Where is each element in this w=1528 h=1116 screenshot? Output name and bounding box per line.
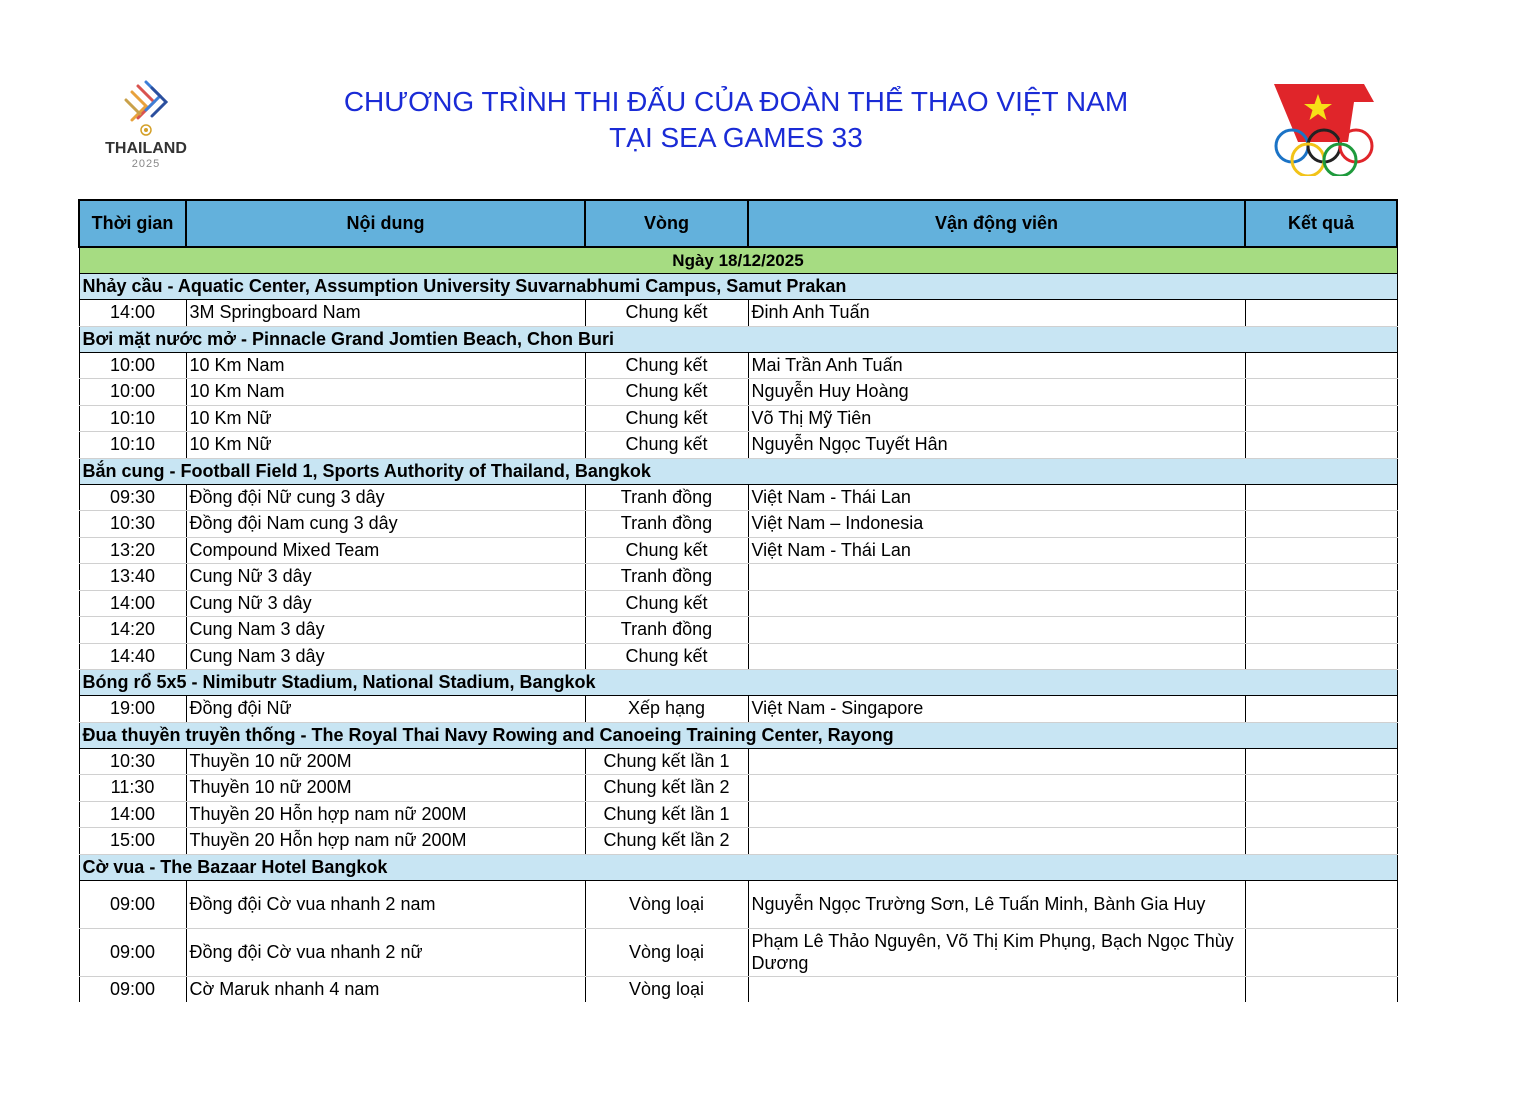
cell-athlete: Nguyễn Ngọc Trường Sơn, Lê Tuấn Minh, Bành Gia Huy <box>748 880 1245 928</box>
cell-round: Vòng loại <box>585 928 748 976</box>
cell-athlete <box>748 976 1245 1002</box>
cell-result <box>1245 828 1397 855</box>
cell-time: 09:30 <box>79 484 186 511</box>
cell-event: 10 Km Nữ <box>186 405 585 432</box>
cell-result <box>1245 880 1397 928</box>
title-line-1: CHƯƠNG TRÌNH THI ĐẤU CỦA ĐOÀN THỂ THAO VIỆT NAM <box>343 86 1129 117</box>
cell-athlete: Mai Trần Anh Tuấn <box>748 352 1245 379</box>
column-header-event: Nội dung <box>186 200 585 247</box>
table-row <box>79 484 1397 511</box>
table-row <box>79 928 1397 976</box>
cell-event: Đồng đội Nữ cung 3 dây <box>186 484 585 511</box>
cell-event: Cung Nữ 3 dây <box>186 564 585 591</box>
cell-event: Đồng đội Cờ vua nhanh 2 nam <box>186 880 585 928</box>
cell-athlete: Nguyễn Huy Hoàng <box>748 379 1245 406</box>
cell-round: Tranh đồng <box>585 564 748 591</box>
cell-athlete: Việt Nam - Thái Lan <box>748 537 1245 564</box>
cell-event: Thuyền 20 Hỗn hợp nam nữ 200M <box>186 828 585 855</box>
cell-event: Thuyền 10 nữ 200M <box>186 748 585 775</box>
cell-athlete: Việt Nam - Singapore <box>748 696 1245 723</box>
cell-athlete <box>748 828 1245 855</box>
cell-time: 10:00 <box>79 352 186 379</box>
cell-result <box>1245 643 1397 670</box>
column-header-round: Vòng <box>585 200 748 247</box>
cell-event: Compound Mixed Team <box>186 537 585 564</box>
cell-result <box>1245 976 1397 1002</box>
column-header-athlete: Vận động viên <box>748 200 1245 247</box>
cell-event: Cung Nam 3 dây <box>186 643 585 670</box>
cell-event: 3M Springboard Nam <box>186 300 585 327</box>
cell-time: 10:00 <box>79 379 186 406</box>
date-label: Ngày 18/12/2025 <box>79 247 1397 274</box>
cell-athlete: Võ Thị Mỹ Tiên <box>748 405 1245 432</box>
table-row <box>79 801 1397 828</box>
table-row <box>79 432 1397 459</box>
cell-athlete: Việt Nam - Thái Lan <box>748 484 1245 511</box>
cell-round: Chung kết <box>585 379 748 406</box>
table-row <box>79 643 1397 670</box>
cell-result <box>1245 432 1397 459</box>
cell-time: 19:00 <box>79 696 186 723</box>
cell-result <box>1245 300 1397 327</box>
table-row <box>79 748 1397 775</box>
cell-round: Vòng loại <box>585 880 748 928</box>
section-row <box>79 326 1397 352</box>
cell-round: Chung kết <box>585 643 748 670</box>
cell-round: Chung kết <box>585 537 748 564</box>
section-title: Nhảy cầu - Aquatic Center, Assumption University Suvarnabhumi Campus, Samut Prakan <box>79 274 1397 300</box>
cell-time: 15:00 <box>79 828 186 855</box>
cell-time: 10:30 <box>79 748 186 775</box>
thailand-2025-logo <box>96 78 196 174</box>
table-row <box>79 590 1397 617</box>
logo-year-text: 2025 <box>131 158 161 170</box>
cell-result <box>1245 590 1397 617</box>
cell-athlete: Phạm Lê Thảo Nguyên, Võ Thị Kim Phụng, Bạch Ngọc Thùy Dương <box>748 928 1245 976</box>
cell-round: Xếp hạng <box>585 696 748 723</box>
cell-event: 10 Km Nam <box>186 379 585 406</box>
cell-event: Đồng đội Cờ vua nhanh 2 nữ <box>186 928 585 976</box>
cell-time: 14:00 <box>79 590 186 617</box>
cell-time: 10:10 <box>79 432 186 459</box>
cell-result <box>1245 352 1397 379</box>
cell-round: Vòng loại <box>585 976 748 1002</box>
cell-result <box>1245 405 1397 432</box>
vietnam-flag-olympic-rings-icon <box>1268 80 1380 176</box>
cell-event: Cung Nữ 3 dây <box>186 590 585 617</box>
section-title: Bắn cung - Football Field 1, Sports Authority of Thailand, Bangkok <box>79 458 1397 484</box>
section-title: Bơi mặt nước mở - Pinnacle Grand Jomtien Beach, Chon Buri <box>79 326 1397 352</box>
cell-round: Chung kết <box>585 590 748 617</box>
cell-round: Chung kết <box>585 432 748 459</box>
table-row <box>79 828 1397 855</box>
cell-result <box>1245 928 1397 976</box>
cell-event: Cung Nam 3 dây <box>186 617 585 644</box>
cell-round: Chung kết <box>585 300 748 327</box>
table-row <box>79 696 1397 723</box>
cell-time: 11:30 <box>79 775 186 802</box>
table-row <box>79 880 1397 928</box>
table-row <box>79 352 1397 379</box>
cell-time: 09:00 <box>79 880 186 928</box>
cell-result <box>1245 511 1397 538</box>
cell-round: Chung kết lần 2 <box>585 828 748 855</box>
cell-event: 10 Km Nữ <box>186 432 585 459</box>
section-row <box>79 854 1397 880</box>
sea-games-emblem-icon <box>96 78 196 142</box>
cell-athlete: Đinh Anh Tuấn <box>748 300 1245 327</box>
cell-athlete: Nguyễn Ngọc Tuyết Hân <box>748 432 1245 459</box>
cell-time: 09:00 <box>79 928 186 976</box>
cell-time: 10:10 <box>79 405 186 432</box>
cell-athlete <box>748 590 1245 617</box>
cell-time: 13:20 <box>79 537 186 564</box>
cell-time: 09:00 <box>79 976 186 1002</box>
cell-athlete <box>748 801 1245 828</box>
cell-round: Tranh đồng <box>585 484 748 511</box>
cell-result <box>1245 564 1397 591</box>
section-title: Bóng rổ 5x5 - Nimibutr Stadium, National Stadium, Bangkok <box>79 670 1397 696</box>
cell-event: Thuyền 20 Hỗn hợp nam nữ 200M <box>186 801 585 828</box>
cell-result <box>1245 537 1397 564</box>
section-row <box>79 722 1397 748</box>
table-row <box>79 775 1397 802</box>
section-title: Cờ vua - The Bazaar Hotel Bangkok <box>79 854 1397 880</box>
table-row <box>79 405 1397 432</box>
cell-athlete <box>748 748 1245 775</box>
cell-event: 10 Km Nam <box>186 352 585 379</box>
table-row <box>79 511 1397 538</box>
cell-round: Chung kết <box>585 405 748 432</box>
cell-result <box>1245 617 1397 644</box>
cell-result <box>1245 748 1397 775</box>
cell-round: Chung kết lần 1 <box>585 748 748 775</box>
cell-athlete <box>748 564 1245 591</box>
cell-round: Chung kết lần 1 <box>585 801 748 828</box>
cell-time: 13:40 <box>79 564 186 591</box>
cell-round: Chung kết <box>585 352 748 379</box>
title-line-2: TẠI SEA GAMES 33 <box>609 122 863 153</box>
cell-round: Tranh đồng <box>585 511 748 538</box>
table-row <box>79 976 1397 1002</box>
cell-time: 14:00 <box>79 300 186 327</box>
section-row <box>79 274 1397 300</box>
cell-result <box>1245 696 1397 723</box>
logo-brand-text: THAILAND <box>105 140 187 157</box>
section-row <box>79 458 1397 484</box>
cell-time: 14:00 <box>79 801 186 828</box>
cell-athlete: Việt Nam – Indonesia <box>748 511 1245 538</box>
table-header-row <box>79 200 1397 247</box>
cell-time: 14:20 <box>79 617 186 644</box>
cell-event: Thuyền 10 nữ 200M <box>186 775 585 802</box>
schedule-table <box>78 199 1398 1002</box>
table-row <box>79 617 1397 644</box>
table-row <box>79 379 1397 406</box>
column-header-result: Kết quả <box>1245 200 1397 247</box>
cell-result <box>1245 379 1397 406</box>
vietnam-olympic-logo <box>1268 80 1380 176</box>
table-row <box>79 564 1397 591</box>
cell-athlete <box>748 617 1245 644</box>
cell-time: 14:40 <box>79 643 186 670</box>
cell-result <box>1245 775 1397 802</box>
cell-event: Cờ Maruk nhanh 4 nam <box>186 976 585 1002</box>
cell-time: 10:30 <box>79 511 186 538</box>
cell-round: Chung kết lần 2 <box>585 775 748 802</box>
cell-result <box>1245 801 1397 828</box>
table-row <box>79 537 1397 564</box>
cell-event: Đồng đội Nam cung 3 dây <box>186 511 585 538</box>
page-title <box>230 84 1242 156</box>
cell-round: Tranh đồng <box>585 617 748 644</box>
cell-result <box>1245 484 1397 511</box>
table-row <box>79 300 1397 327</box>
cell-event: Đồng đội Nữ <box>186 696 585 723</box>
section-title: Đua thuyền truyền thống - The Royal Thai Navy Rowing and Canoeing Training Center, Rayong <box>79 722 1397 748</box>
cell-athlete <box>748 643 1245 670</box>
date-row <box>79 247 1397 274</box>
cell-athlete <box>748 775 1245 802</box>
column-header-time: Thời gian <box>79 200 186 247</box>
section-row <box>79 670 1397 696</box>
